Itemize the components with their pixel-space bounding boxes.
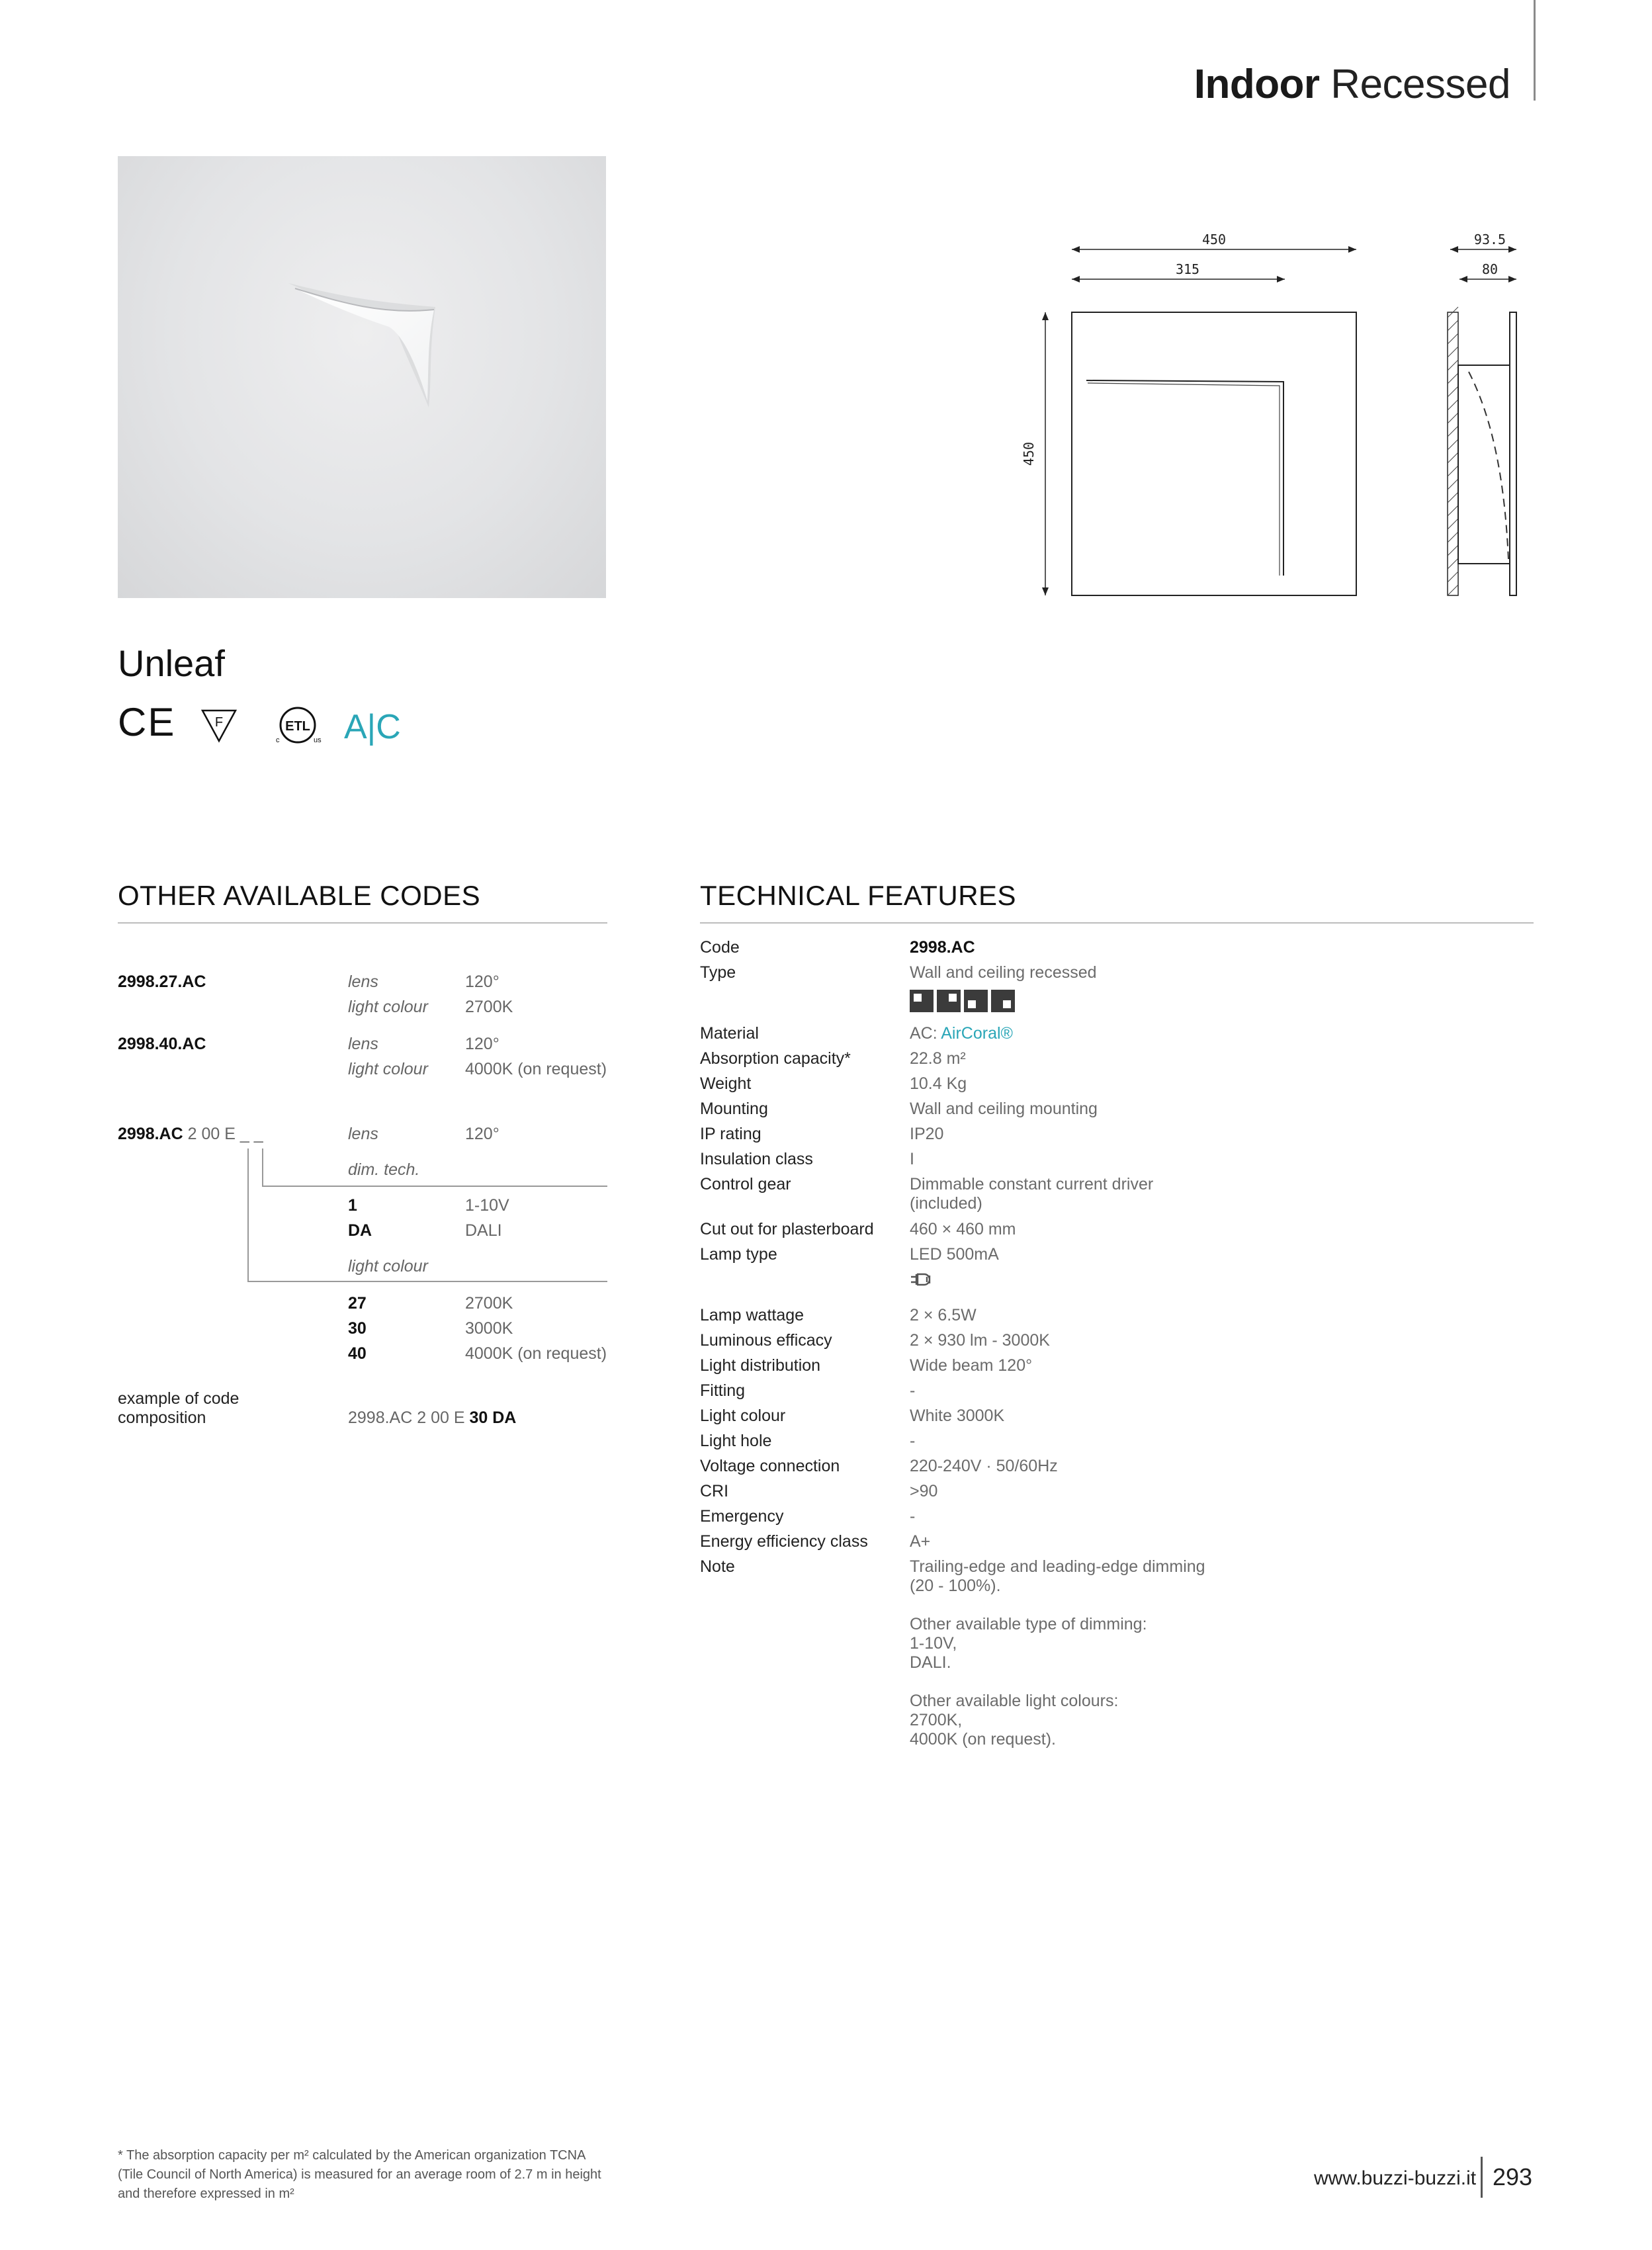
composition-connector [247, 1281, 607, 1282]
codes-section-title: OTHER AVAILABLE CODES [118, 880, 481, 911]
tech-value: 2 × 6.5W [910, 1306, 977, 1324]
dim-option-key: DA [348, 1221, 372, 1240]
page-number: 293 [1493, 2163, 1533, 2190]
tech-value: Wall and ceiling recessed [910, 963, 1097, 982]
tech-label: Fitting [700, 1381, 746, 1400]
category-bold: Indoor [1194, 62, 1320, 107]
composition-dim-label: dim. tech. [348, 1160, 420, 1179]
tech-value: Wall and ceiling mounting [910, 1100, 1098, 1118]
dim-option-key: 1 [348, 1196, 357, 1215]
code-name: 2998.40.AC [118, 1035, 206, 1053]
f-mark-icon [202, 711, 236, 741]
tech-value: 460 × 460 mm [910, 1220, 1016, 1238]
ce-mark-icon: CE [118, 701, 176, 744]
dim-side-depth: 93.5 [1473, 232, 1506, 247]
website-link[interactable]: www.buzzi-buzzi.it [1314, 2167, 1477, 2189]
code-attr-label: light colour [348, 998, 428, 1016]
composition-code: 2998.AC 2 00 E _ _ [118, 1125, 263, 1143]
dim-height: 450 [1021, 441, 1037, 466]
tech-value: Wide beam 120° [910, 1356, 1033, 1375]
colour-option-value: 4000K (on request) [465, 1344, 607, 1363]
dim-option-value: 1-10V [465, 1196, 509, 1215]
dim-side-inner-depth: 80 [1481, 261, 1499, 277]
tech-label: Weight [700, 1074, 752, 1093]
tech-label: CRI [700, 1482, 729, 1500]
tech-value: 22.8 m² [910, 1049, 966, 1068]
tech-value: 2 × 930 lm - 3000K [910, 1331, 1050, 1350]
tech-value: >90 [910, 1482, 938, 1500]
tech-label: Light hole [700, 1432, 772, 1450]
tech-label: Control gear [700, 1175, 791, 1193]
tech-label: Voltage connection [700, 1457, 840, 1475]
colour-option-value: 3000K [465, 1319, 513, 1338]
etl-listed-icon [276, 708, 322, 744]
tech-value: - [910, 1381, 916, 1400]
aircoral-logo-icon: A|C [344, 708, 401, 746]
svg-text:F: F [214, 715, 224, 730]
tech-label: Lamp type [700, 1245, 777, 1264]
tech-value: A+ [910, 1532, 931, 1551]
tech-section-title: TECHNICAL FEATURES [700, 880, 1017, 911]
front-view-outline [1072, 312, 1356, 595]
tech-label: Code [700, 938, 740, 957]
example-label: example of code composition [118, 1389, 239, 1427]
tech-value: 220-240V · 50/60Hz [910, 1457, 1058, 1475]
corner-recessed-icon [964, 990, 988, 1012]
composition-connector [247, 1148, 249, 1281]
tech-value: IP20 [910, 1125, 944, 1143]
codes-section-rule [118, 922, 607, 924]
svg-text:c: c [276, 736, 280, 744]
composition-lens-label: lens [348, 1125, 378, 1143]
tech-value: - [910, 1432, 916, 1450]
colour-option-value: 2700K [465, 1294, 513, 1313]
code-attr-value: 4000K (on request) [465, 1060, 607, 1078]
technical-drawing [1012, 225, 1542, 609]
svg-text:ETL: ETL [285, 719, 310, 734]
code-attr-label: lens [348, 973, 378, 991]
tech-label: Luminous efficacy [700, 1331, 832, 1350]
svg-text:us: us [314, 736, 322, 744]
tech-label: Material [700, 1024, 759, 1043]
category-title [1194, 61, 1510, 108]
tech-value: Trailing-edge and leading-edge dimming (20 - 100%). Other available type of dimming: 1-10V, DALI. Other available light colours: 2700K, 4000K (on request). [910, 1557, 1205, 1749]
dim-inner-width: 315 [1175, 261, 1200, 277]
edge-recessed-icon [991, 990, 1015, 1012]
code-attr-value: 120° [465, 1035, 500, 1053]
code-attr-label: light colour [348, 1060, 428, 1078]
code-attr-value: 120° [465, 973, 500, 991]
composition-colour-label: light colour [348, 1257, 428, 1276]
tech-label: Cut out for plasterboard [700, 1220, 874, 1238]
code-name: 2998.27.AC [118, 973, 206, 991]
product-photo [118, 156, 606, 598]
tech-value: AC: AirCoral® [910, 1024, 1013, 1043]
tech-label: Absorption capacity* [700, 1049, 851, 1068]
tech-label: Light colour [700, 1406, 786, 1425]
tech-label: Mounting [700, 1100, 768, 1118]
tech-label: Note [700, 1557, 735, 1576]
tech-label: Type [700, 963, 736, 982]
composition-connector [262, 1186, 607, 1187]
footnote: * The absorption capacity per m² calculated by the American organization TCNA (Tile Council of North America) is measured for an average room of 2.7 m in height and therefore expressed in m² [118, 2148, 601, 2201]
code-composition [118, 1125, 607, 1363]
footer-separator [1481, 2157, 1483, 2198]
tech-label: Lamp wattage [700, 1306, 804, 1324]
dim-option-value: DALI [465, 1221, 502, 1240]
mounting-type-icons [910, 990, 1018, 1017]
tech-label: Energy efficiency class [700, 1532, 868, 1551]
tech-value: Dimmable constant current driver (included) [910, 1175, 1154, 1213]
tech-value: 10.4 Kg [910, 1074, 967, 1093]
code-attr-value: 2700K [465, 998, 513, 1016]
product-photo-illustration [118, 156, 606, 598]
tech-value: 2998.AC [910, 938, 975, 957]
product-name: Unleaf [118, 642, 225, 684]
tech-label: IP rating [700, 1125, 761, 1143]
tech-value: LED 500mA [910, 1245, 999, 1264]
tech-section-rule [700, 922, 1534, 924]
led-lamp-icon [910, 1270, 936, 1293]
wall-recessed-icon [910, 990, 934, 1012]
certification-logos [118, 701, 409, 748]
example-value: 2998.AC 2 00 E 30 DA [348, 1408, 517, 1427]
code-attr-label: lens [348, 1035, 378, 1053]
colour-option-key: 27 [348, 1294, 367, 1313]
tech-label: Light distribution [700, 1356, 821, 1375]
colour-option-key: 30 [348, 1319, 367, 1338]
composition-connector [262, 1148, 263, 1187]
tech-label: Emergency [700, 1507, 784, 1526]
tech-value: I [910, 1150, 914, 1168]
tech-label: Insulation class [700, 1150, 813, 1168]
tech-value: White 3000K [910, 1406, 1005, 1425]
category-light: Recessed [1330, 62, 1510, 107]
tech-value: - [910, 1507, 916, 1526]
header-rule [1534, 0, 1536, 101]
ceiling-recessed-icon [937, 990, 961, 1012]
dim-front-width: 450 [1201, 232, 1227, 247]
composition-lens-value: 120° [465, 1125, 500, 1143]
colour-option-key: 40 [348, 1344, 367, 1363]
